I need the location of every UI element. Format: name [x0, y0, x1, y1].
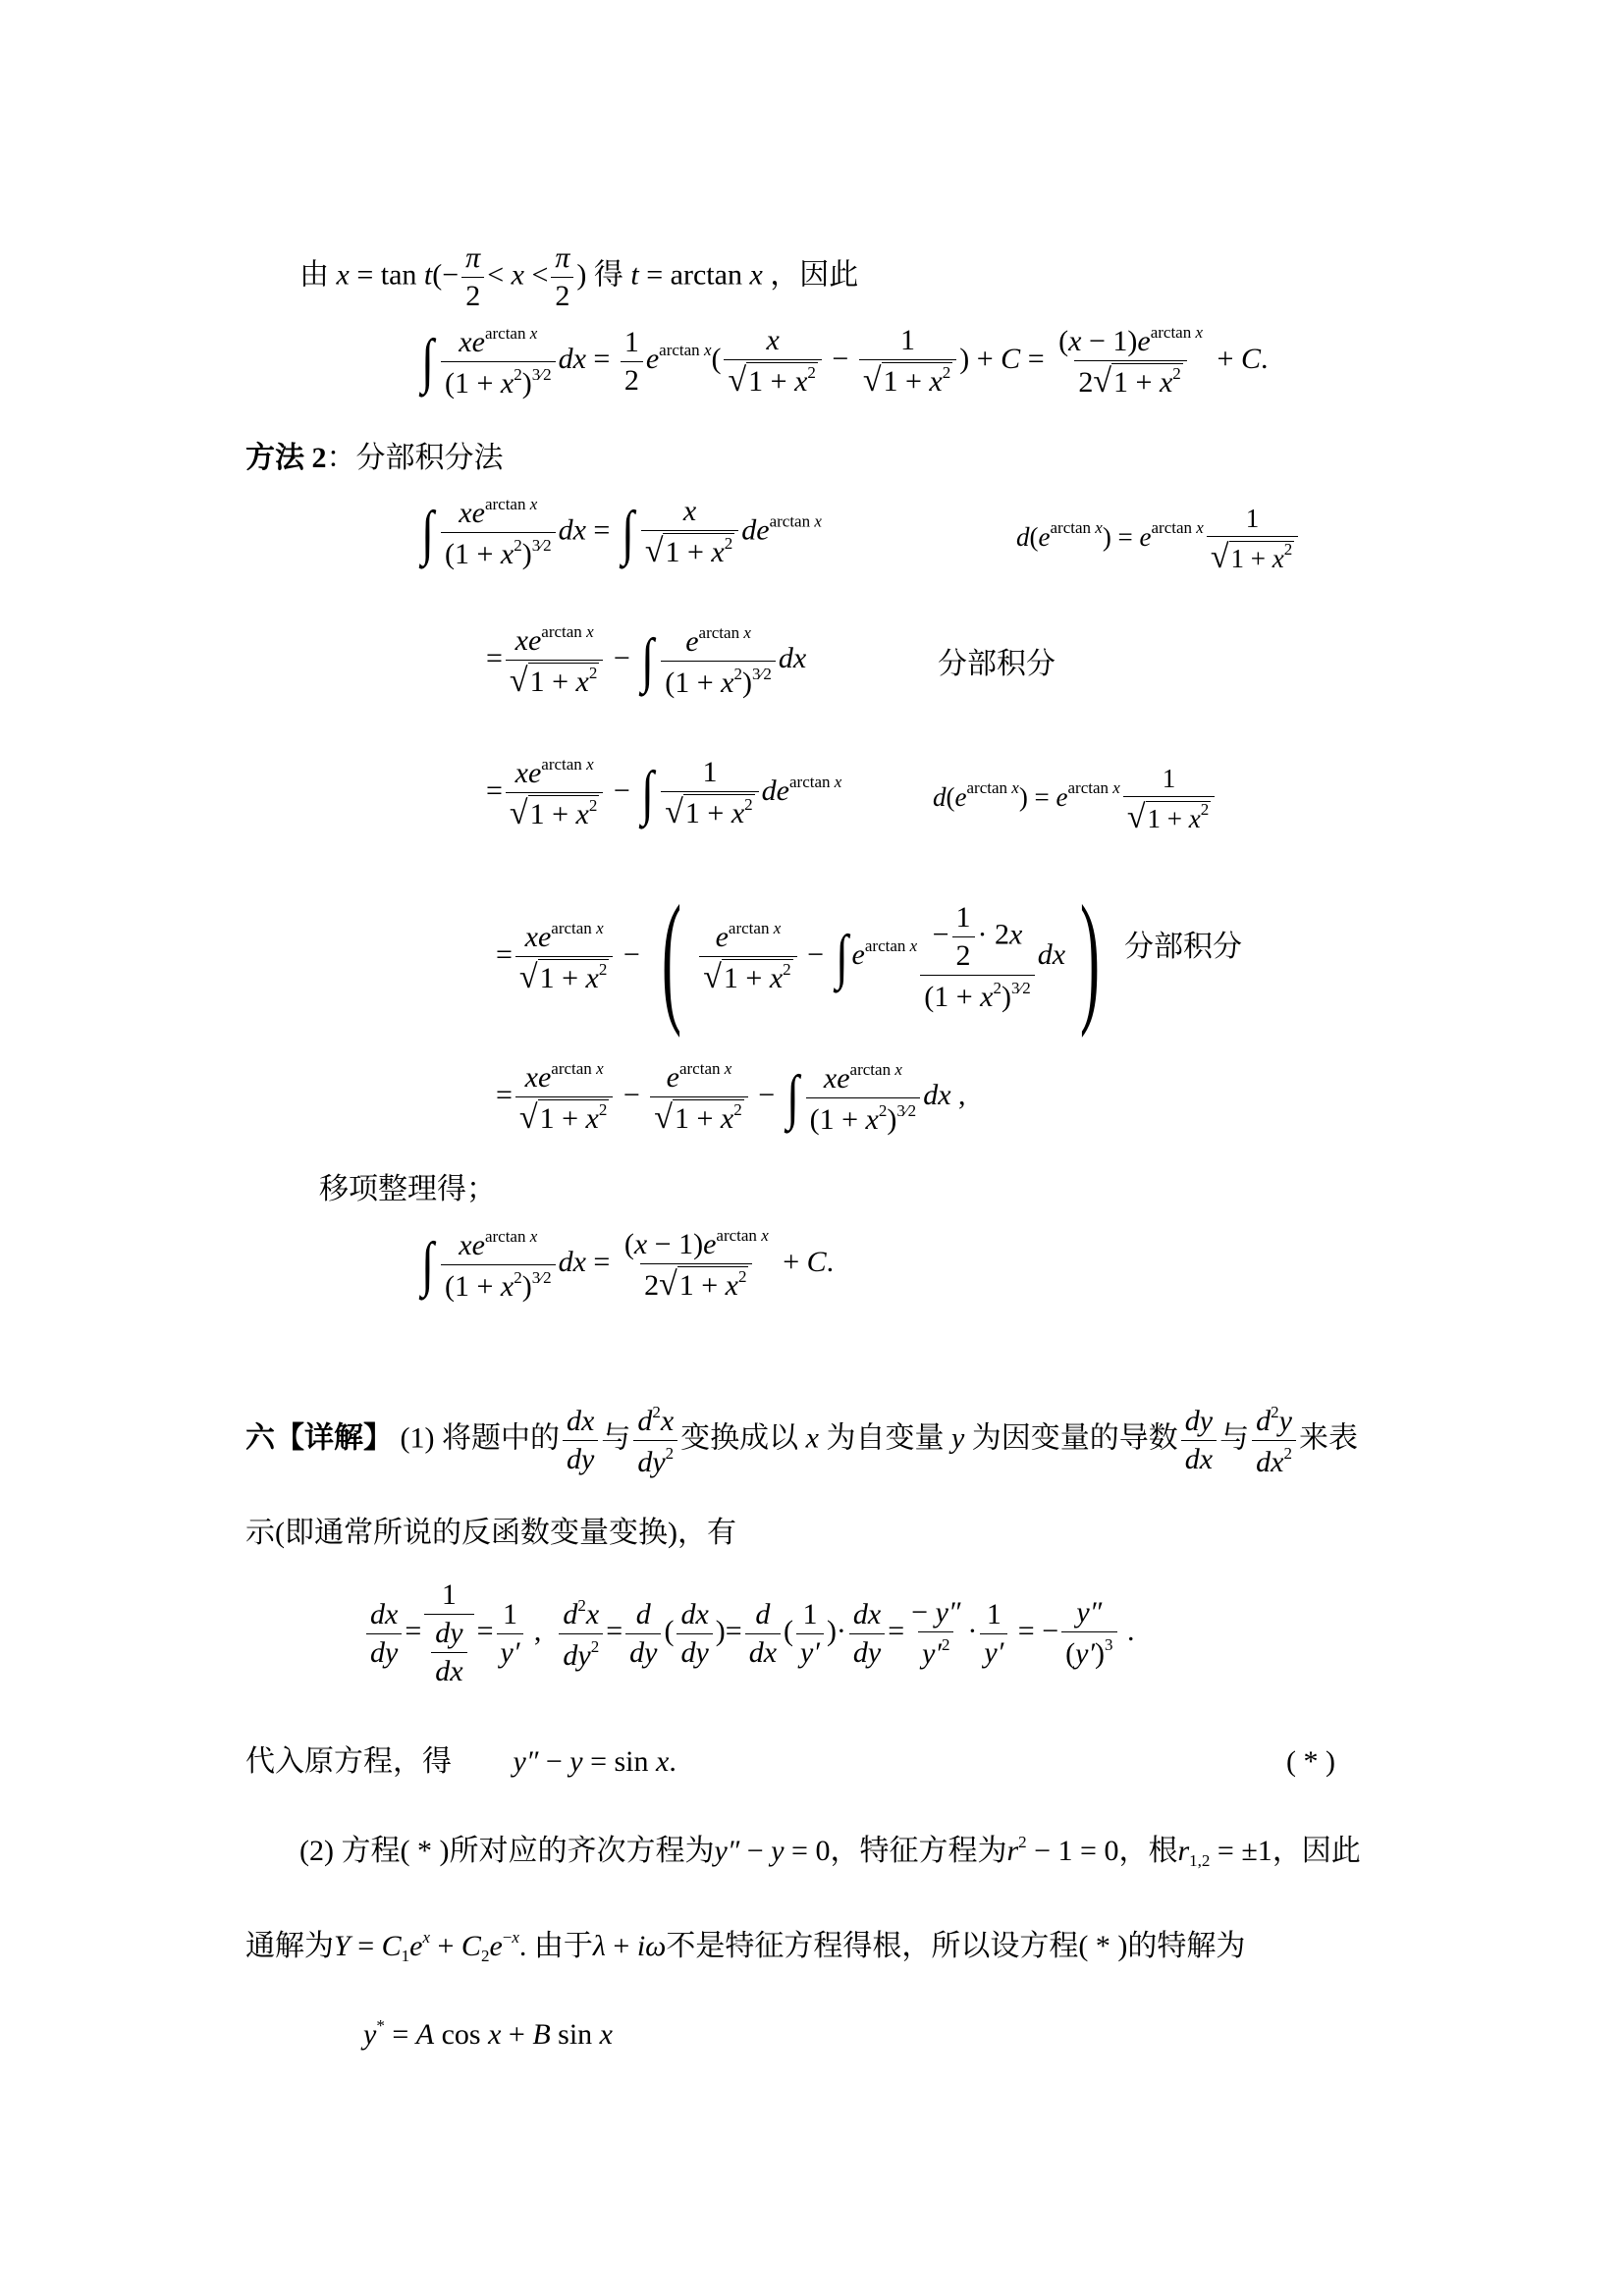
equation-method1-result: ∫ $\frac{xe^{arctan x}}{(1 + x^2)^{3⁄2}}$ dx = $\frac{1}{2}$ $e^{arctan x}$( $\frac{x}{√1 + x^2}$ − $\frac{1}{√1 + x^2}$ ) + C = $\frac{(x - 1)e^{arctan x}}{2√1 + x^2}$ + C. — [421, 323, 1269, 400]
p2-d: ，因此 — [1272, 1835, 1361, 1867]
p3-b: . 由于 — [518, 1930, 593, 1962]
section6-paragraph2: (2) 方程( * )所对应的齐次方程为y″ − y = 0，特征方程为$r^2 - 1 = 0$，根$r_{1,2} = \pm 1$，因此 — [299, 1833, 1361, 1870]
p2-b: ，特征方程为 — [830, 1835, 1007, 1867]
p1-b: 与 — [601, 1421, 631, 1455]
p1-a: (1) 将题中的 — [400, 1421, 560, 1455]
substitution-line: 由 x = tan t(− $\frac{\pi}{2}$ < x < $\frac{\pi}{2}$ ) 得 t = arctan x ，因此 — [299, 241, 859, 312]
p1-g: 来表 — [1298, 1421, 1358, 1455]
p3-a: 通解为 — [245, 1930, 334, 1962]
p1-d: 为自变量 — [826, 1421, 945, 1455]
p2-a: (2) 方程( * )所对应的齐次方程为 — [299, 1835, 715, 1867]
method2-heading — [245, 444, 504, 473]
note-differential-1: $d(e^{arctan x}) = e^{arctan x}$ $\frac{1}{√1 + x^2}$ — [1016, 506, 1301, 574]
text-suffix: ，因此 — [770, 258, 859, 292]
p1-f: 与 — [1219, 1421, 1250, 1455]
equation-step3: = $\frac{xe^{arctan x}}{√1 + x^2}$ − ∫ $\frac{1}{√1 + x^2}$ $de^{arctan x}$ — [486, 755, 842, 831]
p1-c: 变换成以 — [680, 1421, 799, 1455]
particular-solution: y* = A cos x + B sin x — [363, 2016, 613, 2051]
equation-inverse-derivatives: $\frac{dx}{dy}$ = 1 $\frac{dy}{dx}$ = $\frac{1}{y'}$ , $\frac{d^2x}{dy^2}$ = $\frac{d}{dy}$ ( $\frac{dx}{dy}$ )= $\frac{d}{dx}$ ( $\frac{1}{y'}$ )· $\frac{dx}{dy}$ = $\frac{- y''}{y'^2}$ · $\frac{1}{y'}$ = − $\frac{y''}{(y')^3}$ . — [363, 1580, 1135, 1686]
section6-paragraph1-line2: 示(即通常所说的反函数变量变换)，有 — [245, 1517, 736, 1549]
p2-c: ，根 — [1118, 1835, 1178, 1867]
section6-paragraph3: 通解为$Y = C_1e^x + C_2e^{-x}$. 由于λ + iω不是特征方程得根，所以设方程( * )的特解为 — [245, 1928, 1246, 1965]
sub-prefix: 代入原方程，得 — [245, 1745, 452, 1778]
method2-label: 分部积分法 — [355, 442, 504, 474]
equation-step5: = $\frac{xe^{arctan x}}{√1 + x^2}$ − $\frac{e^{arctan x}}{√1 + x^2}$ − ∫ $\frac{xe^{arctan x}}{(1 + x^2)^{3⁄2}}$ dx , — [496, 1059, 966, 1136]
note-parts-1: 分部积分 — [938, 648, 1056, 680]
note-parts-2: 分部积分 — [1124, 931, 1242, 963]
note-differential-2: $d(e^{arctan x}) = e^{arctan x}$ $\frac{1}{√1 + x^2}$ — [933, 766, 1218, 834]
method2-title: 方法 2 — [245, 442, 327, 474]
section6-paragraph1: 六【详解】 (1) 将题中的 $\frac{dx}{dy}$ 与 $\frac{d^2x}{dy^2}$ 变换成以 x 为自变量 y 为因变量的导数 $\frac{dy}{dx}$ 与 $\frac{d^2y}{dx^2}$ 来表 — [245, 1403, 1358, 1478]
section6-title: 六【详解】 — [245, 1421, 393, 1455]
equation-final: ∫ $\frac{xe^{arctan x}}{(1 + x^2)^{3⁄2}}$ dx = $\frac{(x - 1)e^{arctan x}}{2√1 + x^2}$ + C. — [421, 1226, 835, 1303]
substitution-result-line: 代入原方程，得 y″ − y = sin x. — [245, 1745, 677, 1778]
equation-step2: = $\frac{xe^{arctan x}}{√1 + x^2}$ − ∫ $\frac{e^{arctan x}}{(1 + x^2)^{3⁄2}}$ dx — [486, 622, 807, 699]
equation-step4: = $\frac{xe^{arctan x}}{√1 + x^2}$ − ( $\frac{e^{arctan x}}{√1 + x^2}$ − ∫ $e^{arctan x}$ − $\frac{1}{2}$ · 2x $(1 + x^2)^{3⁄2}$ dx) — [496, 876, 1101, 1039]
equation-step1: ∫ $\frac{xe^{arctan x}}{(1 + x^2)^{3⁄2}}$ dx = ∫ $\frac{x}{√1 + x^2}$ $de^{arctan x}$ — [421, 495, 822, 570]
text-mid: 得 — [593, 258, 623, 292]
rearrange-text: 移项整理得； — [319, 1173, 496, 1205]
equation-star-label: ( * ) — [1286, 1745, 1335, 1778]
p1-e: 为因变量的导数 — [971, 1421, 1178, 1455]
text-prefix: 由 — [299, 258, 329, 292]
p3-c: 不是特征方程得根，所以设方程( * )的特解为 — [666, 1930, 1246, 1962]
method2-colon: ： — [326, 442, 356, 474]
